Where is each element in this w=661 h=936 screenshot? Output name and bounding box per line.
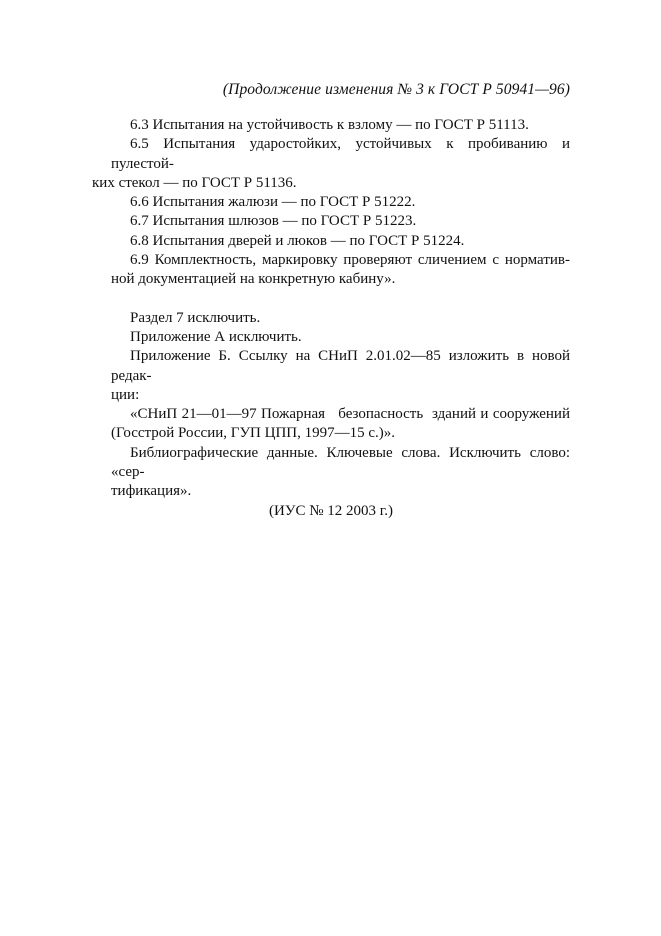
amendment-appendix-b: Приложение Б. Ссылку на СНиП 2.01.02—85 изложить в новой редак- ции: (111, 348, 570, 403)
item-6-8: 6.8 Испытания дверей и люков — по ГОСТ Р 51224. (130, 232, 465, 249)
spacer (92, 290, 570, 309)
item-6-9: 6.9 Комплектность, маркировку проверяют сличением с норматив- ной документацией на конкретную кабину». (111, 252, 570, 288)
amendment-appendix-a: Приложение А исключить. (130, 328, 302, 345)
amendment-section-7: Раздел 7 исключить. (130, 309, 261, 326)
amendments-list (92, 309, 570, 502)
ius-reference: (ИУС № 12 2003 г.) (269, 502, 393, 519)
item-6-6: 6.6 Испытания жалюзи — по ГОСТ Р 51222. (130, 194, 416, 211)
item-6-5: 6.5 Испытания ударостойких, устойчивых к пробиванию и пулестой- ких стекол — по ГОСТ Р 51136. (92, 136, 570, 191)
snip-reference-quote: «СНиП 21—01—97 Пожарная безопасность зданий и сооружений (Госстрой России, ГУП ЦПП, 1997—15 с.)». (111, 406, 570, 442)
item-6-3: 6.3 Испытания на устойчивость к взлому — по ГОСТ Р 51113. (130, 117, 529, 133)
continuation-header: (Продолжение изменения № 3 к ГОСТ Р 50941—96) (222, 81, 570, 98)
document-page (92, 80, 570, 521)
section-6-test-methods (92, 116, 570, 290)
amendment-keywords: Библиографические данные. Ключевые слова. Исключить слово: «сер- тификация». (111, 444, 570, 500)
item-6-7: 6.7 Испытания шлюзов — по ГОСТ Р 51223. (130, 213, 417, 230)
